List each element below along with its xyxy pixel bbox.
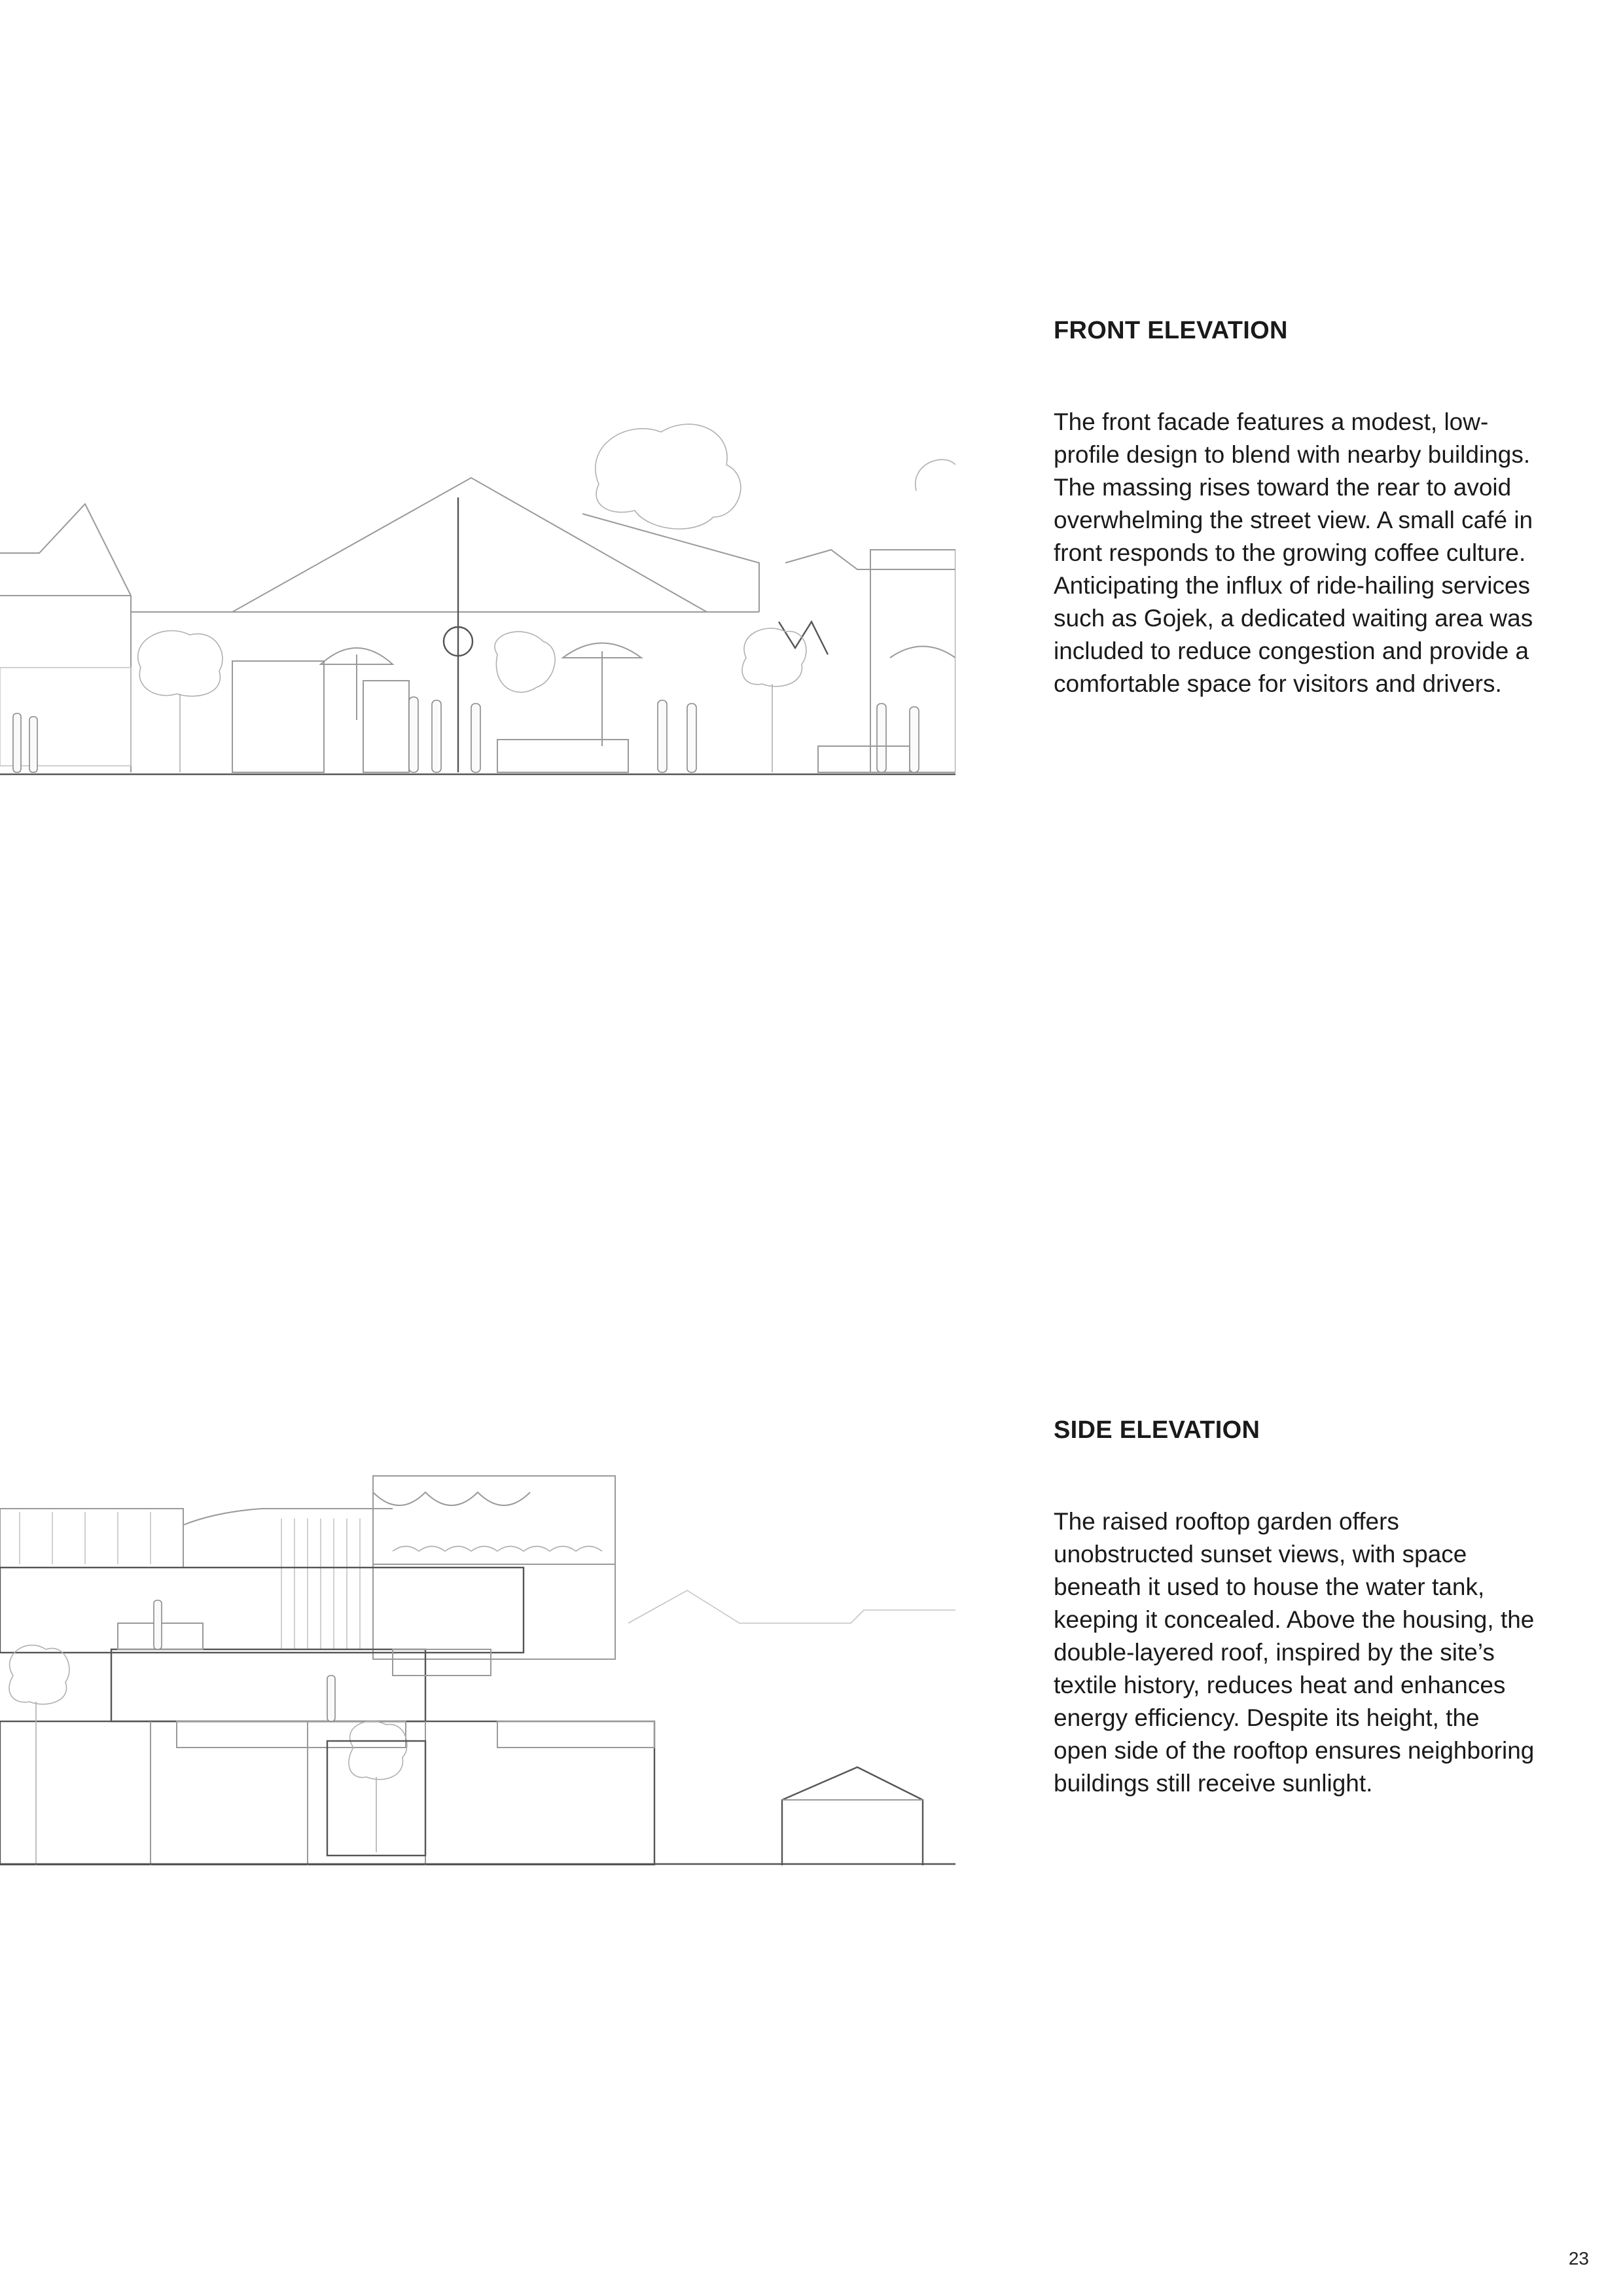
side-elevation-description: The raised rooftop garden offers unobstructed sunset views, with space beneath it used to house the water tank, keeping it concealed. Above the housing, the double-layered roof, inspired by the site’s textile history, reduces heat and enhances energy efficiency. Despite its height, the open side of the rooftop ensures neighboring buildings still receive sunlight. <box>1054 1508 1535 1797</box>
front-elevation-heading: FRONT ELEVATION <box>1054 317 1288 344</box>
front-elevation-description: The front facade features a modest, low-profile design to blend with nearby buildings. The massing rises toward the rear to avoid overwhelming the street view. A small café in front responds to the growing coffee culture. Anticipating the influx of ride-hailing services such as Gojek, a dedicated waiting area was included to reduce congestion and provide a comfortable space for visitors and drivers. <box>1054 408 1533 697</box>
front-elevation-drawing <box>0 406 955 779</box>
page-number: 23 <box>1568 2248 1589 2269</box>
side-elevation-text <box>1054 1415 1538 1800</box>
front-elevation-text <box>1054 315 1538 700</box>
side-elevation-heading: SIDE ELEVATION <box>1054 1416 1260 1444</box>
side-elevation-drawing <box>0 1460 955 1865</box>
